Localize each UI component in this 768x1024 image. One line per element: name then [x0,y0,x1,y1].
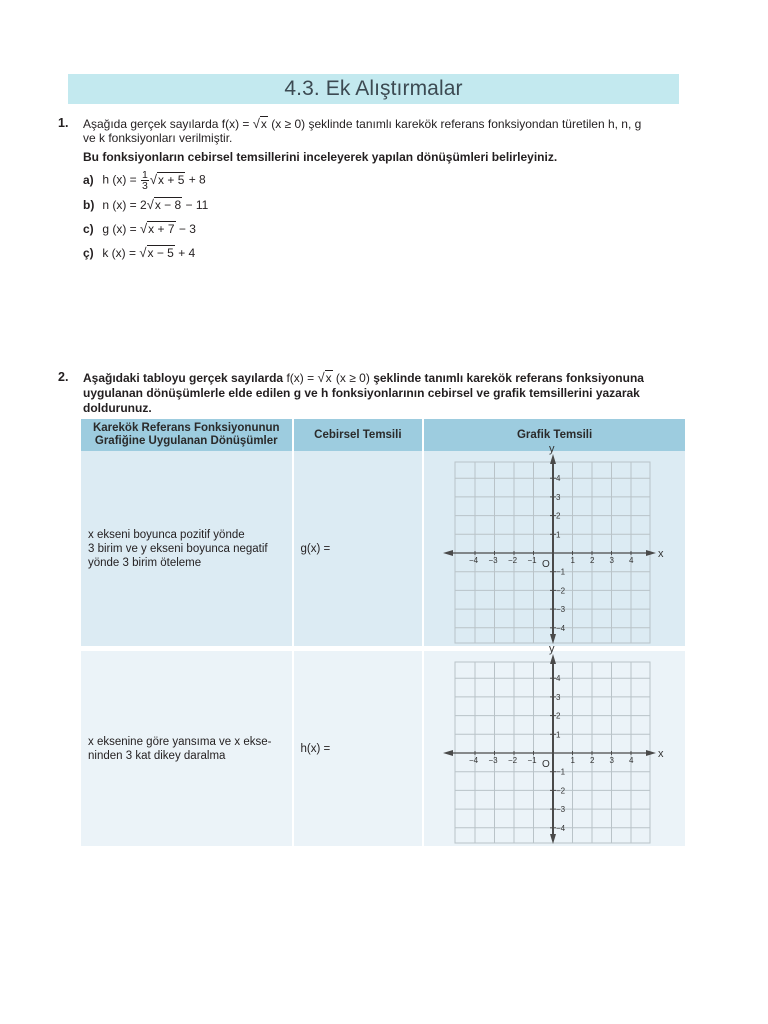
y-tick-label: 1 [556,730,561,740]
fraction-numerator: 1 [142,169,148,181]
x-axis-right-arrow-icon [646,550,656,556]
sqrt-arg: x + 5 [158,172,185,187]
question-1-item-c [83,221,196,236]
transformation-cell [81,651,294,846]
item-label: c) [83,222,94,236]
x-tick-label: −4 [469,556,479,565]
intro-text-2: (x ≥ 0) şeklinde tanımlı karekök referans fonksiyondan türetilen h, n, g [267,117,642,131]
sqrt-expression: √x − 8 [146,197,182,212]
y-tick-label: 3 [556,692,561,702]
x-tick-label: 2 [590,556,595,565]
sqrt-expression: √x + 5 [149,171,185,187]
y-tick-label: 2 [556,711,561,721]
x-axis-left-arrow-icon [443,750,453,756]
item-tail: − 3 [175,222,196,236]
item-tail: − 11 [182,198,209,212]
transform-line: x ekseni boyunca pozitif yönde [88,528,245,541]
header-graphic: Grafik Temsili [424,419,685,451]
q2-text-2: şeklinde tanımlı karekök referans fonksiyonuna [373,371,644,385]
question-1-item-b [83,197,208,212]
sqrt-expression: √x [317,370,332,385]
table-row [81,651,685,846]
y-tick-label: −1 [556,767,566,777]
y-tick-label: 1 [556,530,561,540]
y-axis-label: y [549,443,555,455]
x-tick-label: −2 [508,556,518,565]
x-tick-label: −2 [508,756,518,765]
x-tick-label: 1 [570,556,576,565]
sqrt-expression: √x [252,116,267,131]
question-1-intro-line1 [83,116,641,132]
y-axis-up-arrow-icon [550,454,556,464]
question-1-intro-line2: ve k fonksiyonları verilmiştir. [83,131,233,145]
x-tick-label: 3 [609,756,615,765]
sqrt-arg: x − 8 [154,198,182,212]
algebraic-answer-cell[interactable] [294,651,425,846]
sqrt-arg: x [325,371,332,385]
x-axis-right-arrow-icon [646,750,656,756]
x-tick-label: −4 [469,756,479,765]
item-tail: + 4 [174,246,196,260]
transform-line: ninden 3 kat dikey daralma [88,749,226,762]
table-header-row [81,419,685,451]
x-tick-label: 2 [590,756,595,765]
x-axis-label: x [658,748,664,760]
graph-answer-cell[interactable] [424,443,685,646]
section-title: 4.3. Ek Alıştırmalar [284,77,463,100]
item-label: a) [83,172,94,187]
question-2-line1 [83,370,644,386]
transform-line: yönde 3 birim öteleme [88,556,202,569]
transform-line: 3 birim ve y ekseni boyunca negatif [88,542,268,555]
question-2-number: 2. [58,370,69,384]
y-tick-label: −1 [556,567,566,577]
y-axis-up-arrow-icon [550,654,556,664]
item-label: ç) [83,246,94,260]
coordinate-plane-g[interactable] [424,443,689,644]
q2-func: f(x) = [286,371,318,385]
x-tick-label: 4 [629,556,634,565]
x-tick-label: −1 [527,556,537,565]
y-tick-label: 3 [556,492,561,502]
q2-cond: (x ≥ 0) [332,371,374,385]
question-2-line2: uygulanan dönüşümlerle elde edilen g ve h fonksiyonlarının cebirsel ve grafik temsillerini yazarak [83,386,640,400]
origin-label: O [542,559,550,570]
item-tail: + 8 [185,172,206,187]
sqrt-expression: √x + 7 [140,221,175,236]
x-axis-left-arrow-icon [443,550,453,556]
question-1-instruction: Bu fonksiyonların cebirsel temsillerini inceleyerek yapılan dönüşümleri belirleyiniz. [83,150,558,164]
transformation-cell [81,451,294,646]
x-tick-label: −1 [527,756,537,765]
question-1-item-c-cedilla [83,245,195,260]
question-1-item-a [83,170,206,191]
coordinate-plane-h[interactable] [424,643,689,844]
question-1-number: 1. [58,116,69,130]
fraction [141,170,149,191]
y-tick-label: 2 [556,511,561,521]
y-tick-label: 4 [556,674,561,684]
fraction-denominator: 3 [142,180,148,192]
item-lhs: h (x) = [102,172,141,187]
y-tick-label: 4 [556,474,561,484]
table-row [81,451,685,646]
y-tick-label: −3 [556,805,566,815]
header-transformations: Karekök Referans Fonksiyonunun Grafiğine Uygulanan Dönüşümler [81,419,294,451]
section-title-bar [68,74,679,104]
x-tick-label: 3 [609,556,615,565]
question-2-line3: doldurunuz. [83,401,152,415]
header-algebraic: Cebirsel Temsili [294,419,425,451]
item-lhs: k (x) = [102,246,140,260]
item-lhs: n (x) = 2 [102,198,147,212]
y-tick-label: −4 [556,623,566,633]
algebraic-label-h: h(x) = [300,742,331,755]
y-tick-label: −2 [556,786,566,796]
sqrt-arg: x − 5 [147,246,174,260]
x-tick-label: −3 [488,756,498,765]
transform-line: x eksenine göre yansıma ve x ekse- [88,735,272,748]
origin-label: O [542,759,550,770]
item-label: b) [83,198,95,212]
graph-answer-cell[interactable] [424,643,685,846]
y-tick-label: −3 [556,605,566,615]
x-tick-label: −3 [488,556,498,565]
x-axis-label: x [658,548,664,560]
item-lhs: g (x) = [102,222,141,236]
x-tick-label: 4 [629,756,634,765]
sqrt-expression: √x − 5 [139,245,174,260]
y-tick-label: −2 [556,586,566,596]
sqrt-arg: x [260,117,267,131]
intro-text: Aşağıda gerçek sayılarda f(x) = [83,117,253,131]
sqrt-arg: x + 7 [148,222,175,236]
y-tick-label: −4 [556,823,566,833]
transformation-table [81,419,685,846]
x-tick-label: 1 [570,756,576,765]
algebraic-answer-cell[interactable] [294,451,425,646]
algebraic-label-g: g(x) = [300,542,331,555]
q2-text: Aşağıdaki tabloyu gerçek sayılarda [83,371,287,385]
y-axis-label: y [549,643,555,655]
